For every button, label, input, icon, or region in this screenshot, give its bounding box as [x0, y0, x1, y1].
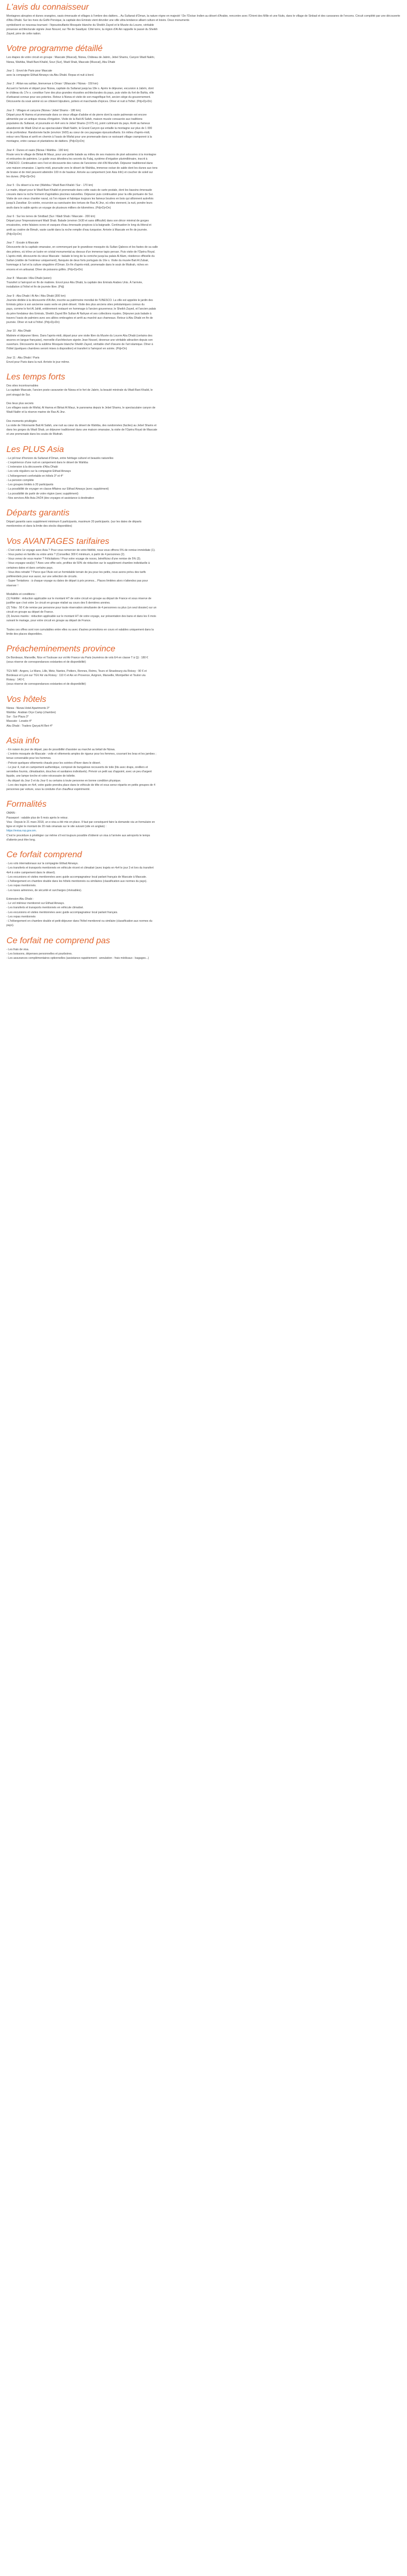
paragraph	[6, 811, 401, 842]
text-line: - Le vol intérieur mentionné sur Etihad Airways.	[6, 902, 65, 905]
text-line: Jour 2 : Ahlan wa sahlan, bienvenue à Oman ! (Mascate / Nizwa - 150 km)	[6, 82, 98, 86]
text-line: - L'expérience d'une nuit en campement dans le désert de Wahiba	[6, 461, 89, 464]
text-line: Sur : Sur Plaza 3*	[6, 715, 29, 719]
text-line: (sous réserve de correspondances existantes et de disponibilité)	[6, 683, 86, 686]
paragraph	[6, 419, 401, 437]
section-heading: Formalités	[6, 800, 47, 809]
text-line: Nizwa, Wahiba, Wadi Bani Khalid, Sour (Sur), Wadi Shab, Mascate (Muscat), Abu Dhabi	[6, 60, 115, 64]
text-line: Jour 11 : Abu Dhabi / Paris	[6, 356, 40, 360]
text-line: Transfert à l'aéroport en fin de matinée. Envol pour Abu Dhabi, la capitale des Emirats Arabes Unis. À l'arrivée,	[6, 281, 143, 284]
text-line: (sous réserve de correspondances existantes et de disponibilité)	[6, 661, 86, 664]
text-line: Toutes ces offres sont non cumulables entre elles ou avec d'autres promotions en cours et valables uniquement dans la	[6, 628, 154, 632]
text-line: journée. Dîner et nuit à l'hôtel. (Pdj+Dj+Dn)	[6, 321, 60, 324]
text-line: Visite de son vieux chantier naval, où l'on répare et fabrique toujours les fameux boutres en bois qui sillonnent autrefois	[6, 197, 154, 200]
text-line: - En raison du jour de départ, pas de possibilité d'assister au marché au bétail de Nizwa.	[6, 748, 115, 751]
text-line: m de profondeur. Randonnée facile (environ 1h00) au cœur de ces paysages époustouflants. En milieu d'après-midi,	[6, 131, 150, 134]
text-line: liquide, une lampe torche et votre nécessaire de toilette.	[6, 774, 76, 778]
paragraph	[6, 214, 401, 236]
paragraph	[6, 669, 401, 687]
text-line: - Les excursions et visites mentionnées avec guide accompagnateur local parlant français de Mascate à Mascate.	[6, 875, 147, 879]
text-line: Jour 5 : Du désert à la mer (Wahiba / Wadi Bani Khalid / Sur - 170 km)	[6, 184, 93, 188]
text-line: tenue convenable pour les hommes.	[6, 757, 52, 760]
section-heading: Les temps forts	[6, 372, 66, 382]
paragraph	[6, 862, 401, 893]
paragraph	[6, 356, 401, 365]
text-line: travers l'oasis de palmiers avec ses allées ombragées et arrêt au marché aux chameaux. Retour à Abu Dhabi en fin de	[6, 316, 153, 320]
text-line: les dunes. (Pdj+Dj+Dn)	[6, 175, 35, 178]
text-line: Passeport : valable plus de 6 mois après le retour.	[6, 816, 69, 820]
text-line: Les étapes de votre circuit en groupe : Mascate (Muscat), Nizwa, Château de Jabrin, Jebel Shams, Canyon Wadi Nakhr,	[6, 56, 155, 60]
text-line: Départ pour l'impressionnant Wadi Shab. Balade (environ 1h30 et sans difficulté) dans son décor minéral de gorges	[6, 219, 149, 223]
section	[6, 372, 401, 437]
text-line: Extension Abu Dhabi :	[6, 897, 34, 901]
text-line: retour vers Nizwa et arrêt en chemin à l'oasis de Misfat pour une promenade dans ce ravissant village cramponné à la	[6, 135, 152, 139]
text-line: Jour 10 : Abu Dhabi	[6, 329, 31, 333]
paragraph	[6, 82, 401, 104]
text-line: - L'hébergement confortable en hôtels 3* et 4*	[6, 474, 63, 478]
text-line: l'hôtel (quelques chambres seront mises à disposition) et transfert à l'aéroport en soirée. (Pdj+Dn)	[6, 347, 127, 351]
text-line: - Les transferts et transports mentionnés en véhicule climatisé.	[6, 906, 84, 910]
text-line	[6, 829, 401, 833]
paragraph	[6, 55, 401, 64]
text-line: - Le jour 4, nuit en campement authentique, composé de bungalows recouverts de toile (lits avec draps, oreillers et	[6, 765, 148, 769]
section	[6, 644, 401, 687]
text-line: C'est le procédure à privilégier car même s'il est toujours possible d'obtenir un visa à l'arrivée aux aéroports le temps	[6, 834, 150, 837]
text-line: pays).	[6, 924, 14, 928]
text-line: Jour 9 : Abu Dhabi / Al Ain / Abu Dhabi (300 km)	[6, 294, 66, 298]
paragraph	[6, 294, 401, 325]
section-heading: Asia info	[6, 736, 40, 745]
text-line: l'UNESCO. Continuation vers l'est et découverte des ruines de l'ancienne cité d'Al Munzfah. Déjeuner traditionnel dans	[6, 162, 153, 166]
text-line: Roissy : 140 €.	[6, 678, 25, 681]
text-line: Bordeaux et Lyon sur TGV Air via Roissy : 110 € et Aix en Provence, Avignon, Marseille, Montpellier et Toulon via	[6, 673, 146, 677]
text-line: - L'hébergement en chambre double et petit-déjeuner dans l'hôtel mentionné ou similaire (classification aux normes du	[6, 920, 152, 923]
text-line: Sultan (visible de l'extérieur uniquement), flanquée de deux forts portugais du 16e s. Visite du musée Bait Al Zubair,	[6, 259, 149, 262]
text-line: Découverte du souk animé où se côtoient bijoutiers, potiers et marchands d'épices. Dîner et nuit à l'hôtel. (Pdj+Dj+Dn)	[6, 100, 152, 104]
text-line: encaissées, entre falaises ocres et vasques d'eau émeraude propices à la baignade. Continuation le long du littoral et	[6, 224, 151, 227]
text-line: Des moments privilégiés	[6, 419, 37, 423]
paragraph	[6, 592, 401, 623]
text-line: et une promenade dans les souks de Muttrah.	[6, 433, 63, 436]
paragraph	[6, 241, 401, 272]
text-line: - Les vols internationaux sur la compagnie Etihad Airways.	[6, 862, 79, 865]
text-line: Matinée et déjeuner libres. Dans l'après-midi, départ pour une visite libre du Musée du Louvre Abu Dhabi (certains des	[6, 334, 152, 338]
text-line: - Les transferts et transports mentionnés en véhicule récent et climatisé (avec trajets en 4x4 le jour 3 et lors du transfert	[6, 866, 154, 870]
section	[6, 850, 401, 928]
section-heading: L'avis du connaisseur	[6, 3, 89, 12]
text-line: TGV AIR : Angers, Le Mans, Lille, Metz, Nantes, Poitiers, Rennes, Reims, Tours et Strasbourg via Roissy : 90 € et	[6, 669, 147, 673]
text-line: Modalités et conditions :	[6, 592, 37, 596]
text-line: encens et en artisanat. Dîner de poissons grillés. (Pdj+Dj+Dn)	[6, 268, 83, 271]
text-line: Jour 8 : Mascate / Abu Dhabi (avion)	[6, 276, 52, 280]
text-line: œuvres en langue française), merveille d'architecture signée Jean Nouvel, devenue une véritable attraction depuis son	[6, 338, 153, 342]
text-line: La visite de l'étonnante Bait Al Safah, une nuit au cœur du désert de Wahiba, des randonnées (faciles) au Jebel Shams et	[6, 424, 157, 427]
text-line: Zayed, père de cette nation.	[6, 32, 41, 35]
text-line: (Pdj+Dj+Dn)	[6, 232, 22, 236]
section-heading: Votre programme détaillé	[6, 44, 103, 54]
paragraph	[6, 401, 401, 415]
text-line: - L'hébergement en chambre double dans les hôtels mentionnés ou similaires (classification aux normes du pays).	[6, 880, 147, 883]
text-line: Le matin, départ pour le Wadi Bani Khalid et promenade dans cette oasis de carte postale, dont les bassins émeraude	[6, 188, 152, 192]
text-line: justifier que c'est votre 1e circuit en groupe réalisé au cours des 6 dernières années.	[6, 601, 111, 605]
text-line: Les villages oasis de Misfat, Al Hamra et Birkat Al Mauz, le panorama depuis le Jebel Shams, le spectaculaire canyon de	[6, 406, 156, 410]
section-heading: Vos AVANTAGES tarifaires	[6, 536, 110, 546]
text-line: populaires du Sultanat, et poursuite en 4x4 vers le Jebel Shams (3 075 m), point culminant du pays. Arrêt au fameux	[6, 122, 150, 126]
text-line: d'attente peut être long.	[6, 838, 36, 842]
text-line: de braise et de miel peuvent atteindre 100 m de hauteur. Arrivée au campement (voir Asia Info) et coucher de soleil sur	[6, 170, 153, 174]
text-line: - Les excursions et visites mentionnées avec guide accompagnateur local parlant français.	[6, 910, 118, 914]
text-line: des prières, où trône un lustre en cristal monumental au dessus d'un immense tapis persan. Puis visite de l'Opéra Royal.	[6, 250, 156, 254]
text-line: suivant le mariage, pour votre circuit en groupe au départ de France.	[6, 619, 91, 623]
text-line: hommage à l'art et la culture singulière d'Oman. En fin d'après-midi, promenade dans le souk de Muttrah, riches en	[6, 263, 148, 267]
paragraph	[6, 656, 401, 665]
text-line: Découverte de la capitale omanaise, en commençant par le grandiose mosquée du Sultan Qaboos et les fastes de sa salle	[6, 246, 158, 249]
text-line: - Le joli tour d'horizon du Sultanat d'Oman, entre héritage culturel et beautés naturelles	[6, 456, 114, 460]
text-line: - La possibilité de voyager en classe Affaires sur Etihad Airways (avec supplément)	[6, 487, 109, 491]
text-line: œufs dans le sable après un voyage de plusieurs milliers de kilomètres. (Pdj+Dj+Dn)	[6, 206, 111, 210]
text-line: Montagnes abruptes et dunes orangées, oasis émeraude et villages à l'ombre des dattiers... Au Sultanat d'Oman, la nature règne en majesté ! De l'Océan Indien au désert d'Arabie, rencontre avec l'Orient des Mille et une Nuits, dans le village de Sinbad et des caravanes de l'encens. Circuit complété par une découverte d'Abu Dhabi. Sur les rives du Golfe Persique, la capitale des Emirats vient dévoiler une ville ultra-tendance alliant culture et loisirs. Deux monuments	[6, 15, 401, 23]
text-line: Jour 6 : Sur les terres de Sindbad (Sur / Wadi Shab / Mascate - 200 km)	[6, 214, 96, 218]
text-line: Départ garantis sans supplément minimum 6 participants, maximum 20 participants. (sur les dates de départs	[6, 520, 142, 523]
text-line: Abu Dhabi : Traders Qaryat Al Beri 4*	[6, 724, 53, 728]
text-line: (2) Tribu : 50 € de remise par personne pour toute réservation simultanée de 4 personnes ou plus (un seul dossier) sur un	[6, 606, 157, 609]
section	[6, 444, 401, 501]
text-line: OMAN :	[6, 812, 17, 815]
text-line: avec la compagnie Etihad Airways via Abu Dhabi. Repas et nuit à bord.	[6, 74, 95, 77]
text-line: - Les repas mentionnés.	[6, 884, 37, 888]
text-line: (1) Fidélité : réduction applicable sur le montant HT de votre circuit en groupe au départ de France et sous réserve de	[6, 597, 151, 600]
text-line: circuit en groupe au départ de France.	[6, 610, 54, 614]
text-line: port sinagul de Sur.	[6, 393, 31, 397]
paragraph	[6, 628, 401, 637]
evisa-link[interactable]: https://evisa.rop.gov.om	[6, 829, 36, 833]
paragraph	[6, 109, 401, 144]
text-line: Envol pour Paris dans la nuit. Arrivée le jour même.	[6, 360, 70, 364]
text-line: - Les assurances complémentaires optionnelles (assistance-rapatriement - annulation - frais médicaux - bagages...)	[6, 957, 149, 960]
text-line: symbolisent ce nouveau tournant : l'époustouflante Mosquée blanche du Sheikh Zayed et le Musée du Louvre, véritable	[6, 23, 154, 27]
text-line: - Vous partez en famille ou entre amis ? (Conseillez 300 € minimum, à partir de 4 personnes (2).	[6, 552, 125, 556]
paragraph	[6, 897, 401, 928]
text-line: d'artisanat connue pour ses poteries. Retour à Nizwa et visite de son magnifique fort, ancien siège du gouvernement.	[6, 96, 151, 99]
paragraph	[6, 183, 401, 210]
paragraph	[6, 948, 401, 961]
text-line: - Les repas mentionnés	[6, 915, 36, 919]
text-line: - Au départ du Jour 3 et du Jour 6 ou certains à toute personne en bonne condition physique.	[6, 779, 121, 783]
text-line: installation à l'hôtel et fin de journée libre. (Pdj)	[6, 285, 64, 289]
section-heading: Préacheminements province	[6, 644, 115, 654]
text-line: dans les gorges du Wadi Shab, un déjeuner traditionnel dans une maison omanaise, la visite de l'Opéra Royal de Mascate	[6, 428, 157, 432]
text-line: Des lieux plus secrets	[6, 401, 34, 405]
section-heading: Les PLUS Asia	[6, 444, 64, 454]
section-heading: Ce forfait ne comprend pas	[6, 936, 110, 945]
text-line: - Super Tentations : à chaque voyage ou dates de départ à prix promos... Places limitées alors n'attendez pas pour	[6, 579, 148, 583]
paragraph	[6, 384, 401, 397]
paragraph	[6, 276, 401, 290]
text-line: - C'est votre 1e voyage avec Asia ? Pour vous remercier de votre fidélité, nous vous offrons 5% de remise immédiate (1).	[6, 548, 156, 552]
paragraph	[6, 329, 401, 351]
section	[6, 2, 401, 36]
section	[6, 508, 401, 529]
text-line: arrêt au cratère de Bimah, vaste cavité dans la roche remplie d'eau turquoise. Arrivée à Mascate en fin de journée.	[6, 228, 148, 232]
text-line: Journée dédiée à la découverte d'Al Ain, inscrite au patrimoine mondial de l'UNESCO. La ville est appelée le jardin des	[6, 298, 153, 302]
section-heading: Vos hôtels	[6, 694, 47, 704]
text-line: ouverture. Découverte de la sublime Mosquée blanche Sheikh Zayed, véritable chef d'œuvre de l'art islamique. Dîner à	[6, 343, 154, 346]
text-line: Wahiba : Arabian Oryx Camp (chambre)	[6, 711, 56, 714]
paragraph	[6, 456, 401, 501]
text-line: - L'entrée mosquée de Mascate : voile et vêtements amples de rigueur pour les femmes, couvrant les bras et les jambes ;	[6, 752, 156, 756]
text-line: - Nos services Allo Asia 24/24 (des voyages et assistance à destination	[6, 496, 95, 500]
text-line: - Les vols réguliers sur la compagnie Etihad Airways	[6, 470, 71, 473]
text-line: une maison omanaise. L'après-midi, poursuite vers le désert de Wahiba, immense océan de sable dont les dunes aux tons	[6, 166, 158, 170]
text-line: Départ pour Al Hamra et promenade dans ce vieux village d'adobe et de pierre dont la vaste palmeraie est encore	[6, 113, 147, 117]
text-line: Mascate : Levatio 4*	[6, 720, 32, 723]
text-line: alimentée par un antique réseau d'irrigation. Visite de la Bait Al Safah, maison musée consacrée aux traditions	[6, 118, 143, 121]
section	[6, 694, 401, 728]
text-line: Jour 4 : Dunes et oasis (Nizwa / Wahiba - 190 km)	[6, 148, 69, 152]
text-line: personnes par voiture, sous la conduite d'un chauffeur expérimenté.	[6, 788, 91, 791]
text-line: Jour 7 : Escale à Mascate	[6, 241, 39, 245]
text-line: - Vous venez de vous marier ? Félicitations ! Pour votre voyage de noces, bénéficiez d'une remise de 5% (3).	[6, 557, 141, 561]
text-line: abandonné de Wadi Ghul et au spectaculaire Wadi Nakhr, le Grand Canyon qui entaille la montagne sur plus de 1 000	[6, 126, 152, 130]
text-line: creusés dans la roche forment d'agréables piscines naturelles. Déjeuner puis continuation pour la ville portuaire de Sur.	[6, 192, 154, 196]
text-line: Route vers le village de Birkat Al Mauz, pour une petite balade au milieu de ses maisons de pisé adossées à la montagne	[6, 153, 156, 156]
text-line: réserver !	[6, 584, 18, 587]
text-line: 4x4 à votre campement dans le désert).	[6, 871, 56, 874]
text-line: Nizwa : Nizwa Hotel Apartments 3*	[6, 706, 50, 710]
text-line: prouesse architecturale signée Jean Nouvel, sur l'île de Saadiyat. Côté terre, la région d'Al Ain rappelle le passé du Sheikh	[6, 27, 158, 31]
paragraph	[6, 520, 401, 529]
text-line: - Vous voyagez seul(e) ? Avec une offre solo, profitez de 50% de réduction sur le supplément chambre individuelle à	[6, 562, 150, 565]
text-line: L'après-midi, découverte du vieux Mascate : balade le long de la corniche jusqu'au palais Al Alam, résidence officielle du	[6, 254, 155, 258]
text-line: Accueil à l'arrivée et départ pour Nizwa, capitale du Sultanat jusqu'au 18e s. Après le déjeuner, excursion à Jabrin, dont	[6, 87, 154, 90]
paragraph	[6, 706, 401, 728]
section	[6, 736, 401, 792]
text-line: - Lors des trajets en 4x4, votre guide prendra place dans le véhicule de tête et vous serez répartis en petits groupes de 4	[6, 783, 156, 787]
text-line: le château du 17e s. constitue l'une des plus grandes réussites architecturales du pays, puis visite du fort de Bahla, ville	[6, 91, 154, 95]
text-line: pays, comme le fort Al Jahili, entièrement restauré en hommage à l'ancien gouverneur, le Sheikh Zayed, et l'ancien palais	[6, 307, 156, 311]
paragraph	[6, 148, 401, 180]
text-line: - Les groupes limités à 20 participants	[6, 483, 54, 486]
text-line: - La possibilité de partir de votre région (avec supplément)	[6, 492, 78, 496]
section	[6, 536, 401, 637]
text-line: - Les taxes aériennes, de sécurité et surcharges (révisables).	[6, 888, 82, 892]
text-line: serviettes fournis, climatisation, douches et sanitaires individuels). Prévoir un petit sac d'appoint, avec un peu d'argent	[6, 770, 152, 773]
section-heading: Ce forfait comprend	[6, 850, 82, 859]
text-line: jusqu'à Zanzibar. En soirée, excursion au sanctuaire des tortues de Ras Al Jinz, où elles viennent, la nuit, pondre leurs	[6, 202, 152, 205]
text-line: ligne et régler le montant de 20 rials omanais sur le site suivant (site en anglais) :	[6, 825, 106, 828]
text-line: Jour 3 : Villages et canyons (Nizwa / Jebel Shams - 180 km)	[6, 109, 81, 112]
text-line: Visa : Depuis le 21 mars 2018, un e-visa a été mis en place. Il faut par conséquent faire la demande via un formulaire en	[6, 820, 155, 824]
text-line: mentionnées et dans la limite des stocks disponibles)	[6, 525, 72, 528]
text-line: Emirats grâce à son ancienne oasis verte en plein désert. Visite des plus anciens sites préislamiques connus du	[6, 303, 145, 306]
text-line: préférentiels pour eux aussi, sur une sélection de circuits.	[6, 575, 78, 578]
text-line: limite des places disponibles.	[6, 632, 43, 636]
text-line: De Bordeaux, Marseille, Nice et Toulouse sur vol Air France via Paris (numéros de vols E4 en classe T à Q) : 180 €	[6, 656, 148, 659]
paragraph	[6, 548, 401, 588]
paragraph	[6, 14, 401, 36]
text-line: du père fondateur des Emirats, Sheikh Zayed Bin Sultan Al Nahyan et ses collections royales. Déjeuner puis balade à	[6, 312, 151, 315]
text-line: (3) Jeunes mariés : réduction applicable sur le montant HT de votre voyage, sur présentation des bans et dans les 6 mois	[6, 615, 156, 618]
text-line: - La pension complète	[6, 478, 34, 482]
text-line: - L'extension à la découverte d'Abu Dhabi	[6, 465, 58, 469]
section	[6, 936, 401, 961]
text-line: Wadi Nakhr et la réserve marine de Ras Al Jinz.	[6, 411, 66, 414]
text-line: - Les boissons, dépenses personnelles et pourboires.	[6, 952, 72, 956]
section	[6, 799, 401, 842]
text-line: - Les frais de visa.	[6, 948, 30, 951]
section-heading: Départs garantis	[6, 508, 70, 518]
text-line: Jour 1 : Envol de Paris pour Mascate	[6, 69, 53, 73]
text-line: certaines dates et dans certains pays.	[6, 566, 54, 570]
text-line: La capitale Mascate, l'ancien poste caravanier de Nizwa et le fort de Jabrin, la beauté minérale du Wadi Bani Khalid, le	[6, 389, 153, 392]
text-line: - Vous êtes retraité ? Parce que l'Asie est un formidable terrain de jeu pour les petits, nous avons prévu des tarifs	[6, 570, 146, 574]
text-line: Des sites incontournables	[6, 384, 39, 388]
section	[6, 44, 401, 364]
paragraph	[6, 69, 401, 78]
text-line: montagne, entre canaux et plantations de dattiers. (Pdj+Dj+Dn)	[6, 140, 85, 143]
link-suffix: .	[35, 829, 37, 833]
text-line: - Prévoir quelques vêtements chauds pour les soirées d'hiver dans le désert.	[6, 761, 101, 765]
page-content	[6, 2, 401, 960]
text-line: et entourées de palmiers. Le guide vous dévoilera les secrets du Falaj, système d'irrigation plurimillénaire, inscrit à	[6, 157, 148, 161]
paragraph	[6, 748, 401, 792]
